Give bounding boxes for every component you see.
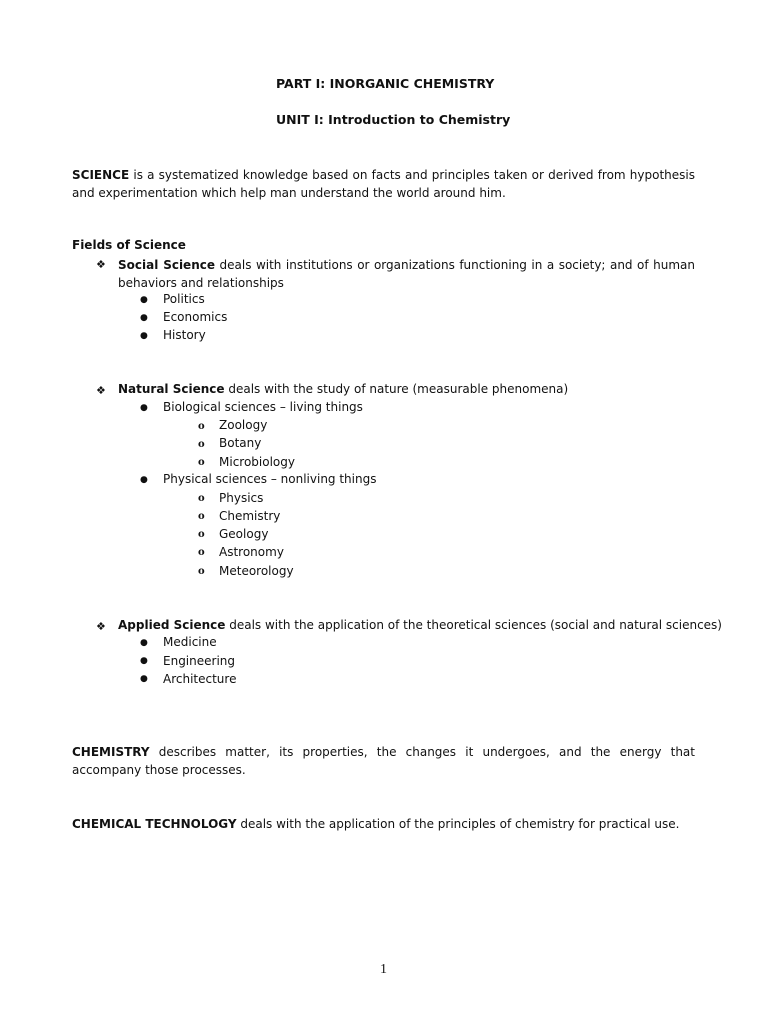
bullet-icon: ● — [140, 674, 148, 684]
diamond-bullet-icon: ❖ — [96, 258, 106, 271]
list-item: Politics — [163, 292, 205, 306]
list-item: Economics — [163, 310, 228, 324]
chemistry-definition: describes matter, its properties, the changes it undergoes, and the energy that accompany those processes. — [72, 745, 695, 777]
chemistry-term: CHEMISTRY — [72, 745, 150, 759]
science-term: SCIENCE — [72, 168, 130, 182]
list-item: Chemistry — [219, 509, 281, 523]
bullet-icon: ● — [140, 331, 148, 341]
fields-heading: Fields of Science — [72, 238, 186, 252]
sub-bullet-icon: o — [198, 511, 205, 522]
natural-science-term: Natural Science — [118, 382, 225, 396]
list-item: Meteorology — [219, 564, 294, 578]
applied-science-paragraph — [118, 618, 722, 632]
list-item: Botany — [219, 436, 262, 450]
bullet-icon: ● — [140, 656, 148, 666]
list-item: Microbiology — [219, 455, 295, 469]
chemical-technology-term: CHEMICAL TECHNOLOGY — [72, 817, 237, 831]
bullet-icon: ● — [140, 638, 148, 648]
page-number: 1 — [380, 962, 387, 977]
social-science-paragraph — [118, 256, 695, 292]
science-paragraph — [72, 166, 695, 202]
diamond-bullet-icon: ❖ — [96, 620, 106, 633]
social-science-term: Social Science — [118, 258, 215, 272]
list-item: Engineering — [163, 654, 235, 668]
natural-science-paragraph — [118, 382, 568, 396]
list-item: Architecture — [163, 672, 237, 686]
list-item: Physical sciences – nonliving things — [163, 472, 377, 486]
sub-bullet-icon: o — [198, 457, 205, 468]
chemical-technology-definition: deals with the application of the principles of chemistry for practical use. — [236, 817, 680, 831]
list-item: Medicine — [163, 635, 217, 649]
bullet-icon: ● — [140, 313, 148, 323]
science-definition: is a systematized knowledge based on facts and principles taken or derived from hypothesis and experimentation which help man understand the world around him. — [72, 168, 695, 200]
list-item: Physics — [219, 491, 264, 505]
list-item: Biological sciences – living things — [163, 400, 363, 414]
sub-bullet-icon: o — [198, 493, 205, 504]
sub-bullet-icon: o — [198, 529, 205, 540]
list-item: Zoology — [219, 418, 268, 432]
list-item: Geology — [219, 527, 269, 541]
sub-bullet-icon: o — [198, 421, 205, 432]
sub-bullet-icon: o — [198, 566, 205, 577]
bullet-icon: ● — [140, 475, 148, 485]
list-item: History — [163, 328, 206, 342]
applied-science-definition: deals with the application of the theoretical sciences (social and natural sciences) — [225, 618, 722, 632]
list-item: Astronomy — [219, 545, 284, 559]
unit-title: UNIT I: Introduction to Chemistry — [276, 112, 511, 127]
natural-science-definition: deals with the study of nature (measurable phenomena) — [224, 382, 569, 396]
applied-science-term: Applied Science — [118, 618, 226, 632]
bullet-icon: ● — [140, 403, 148, 413]
chemical-technology-paragraph — [72, 817, 679, 831]
sub-bullet-icon: o — [198, 547, 205, 558]
chemistry-paragraph — [72, 743, 695, 779]
sub-bullet-icon: o — [198, 439, 205, 450]
diamond-bullet-icon: ❖ — [96, 384, 106, 397]
bullet-icon: ● — [140, 295, 148, 305]
social-science-definition: deals with institutions or organizations functioning in a society; and of human behaviors and relationships — [118, 258, 695, 290]
part-title: PART I: INORGANIC CHEMISTRY — [276, 76, 495, 91]
